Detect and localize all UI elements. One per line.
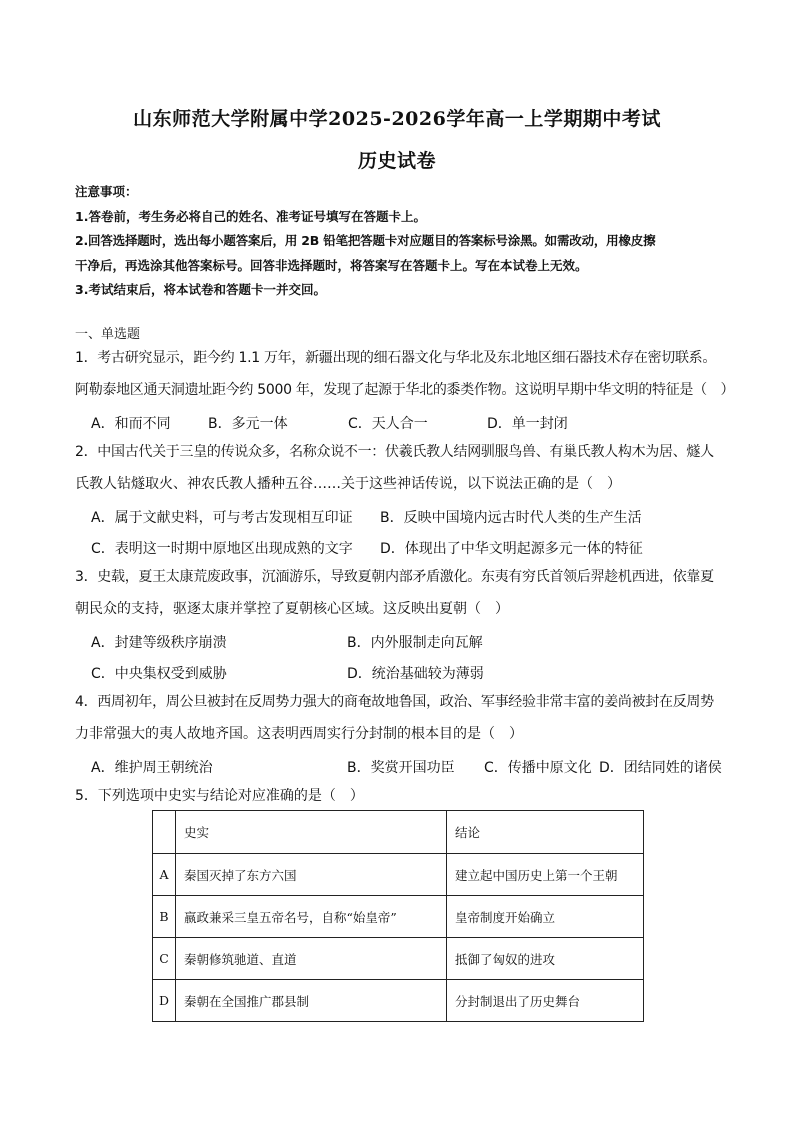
table-cell-conclusion: 分封制退出了历史舞台	[447, 980, 644, 1022]
option-b[interactable]: B．多元一体	[208, 416, 288, 432]
option-d[interactable]: D．单一封闭	[487, 416, 568, 432]
table-header-cell: 结论	[447, 811, 644, 854]
option-a[interactable]: A．属于文献史料，可与考古发现相互印证	[91, 510, 353, 526]
option-d[interactable]: D．体现出了中华文明起源多元一体的特征	[380, 541, 643, 557]
table-cell-option: A	[153, 854, 176, 896]
option-c[interactable]: C．表明这一时期中原地区出现成熟的文字	[91, 541, 353, 557]
table-cell-option: B	[153, 896, 176, 938]
table-row	[153, 938, 644, 980]
option-d[interactable]: D．统治基础较为薄弱	[347, 666, 484, 682]
option-a[interactable]: A．维护周王朝统治	[91, 760, 213, 776]
question-3-stem	[75, 562, 725, 625]
option-c[interactable]: C．天人合一	[348, 416, 428, 432]
question-text: 3．史载，夏王太康荒废政事，沉湎游乐，导致夏朝内部矛盾激化。东夷有穷氏首领后羿趁机西进，依靠夏	[75, 569, 714, 585]
option-c[interactable]: C．传播中原文化	[484, 760, 592, 776]
question-text: 朝民众的支持，驱逐太康并掌控了夏朝核心区域。这反映出夏朝（ ）	[75, 600, 509, 617]
question-text: 5．下列选项中史实与结论对应准确的是（ ）	[75, 788, 364, 804]
option-b[interactable]: B．反映中国境内远古时代人类的生产生活	[380, 510, 642, 526]
notice-line: 1.答卷前，考生务必将自己的姓名、准考证号填写在答题卡上。	[75, 208, 426, 224]
table-row	[153, 896, 644, 938]
option-b[interactable]: B．奖赏开国功臣	[347, 760, 455, 776]
table-cell-option: C	[153, 938, 176, 980]
question-text: 氏教人钻燧取火、神农氏教人播种五谷……关于这些神话传说，以下说法正确的是（ ）	[75, 475, 621, 492]
question-text: 1．考古研究显示，距今约 1.1 万年，新疆出现的细石器文化与华北及东北地区细石器技术存在密切联系。	[75, 350, 717, 366]
table-cell-conclusion: 建立起中国历史上第一个王朝	[447, 854, 644, 896]
question-5-stem	[75, 781, 725, 813]
question-1-stem	[75, 343, 735, 406]
option-a[interactable]: A．和而不同	[91, 416, 171, 432]
exam-title: 山东师范大学附属中学2025-2026学年高一上学期期中考试	[133, 108, 661, 130]
question-4-stem	[75, 687, 725, 750]
notice-line: 干净后，再选涂其他答案标号。回答非选择题时，将答案写在答题卡上。写在本试卷上无效。	[75, 257, 588, 273]
table-cell-fact: 秦国灭掉了东方六国	[176, 854, 447, 896]
table-row	[153, 980, 644, 1022]
option-b[interactable]: B．内外服制走向瓦解	[347, 635, 483, 651]
table-row	[153, 854, 644, 896]
table-cell-option: D	[153, 980, 176, 1022]
table-header-cell: 史实	[176, 811, 447, 854]
table-cell-conclusion: 皇帝制度开始确立	[447, 896, 644, 938]
question-text: 力非常强大的夷人故地齐国。这表明西周实行分封制的根本目的是（ ）	[75, 725, 523, 742]
question-text: 2．中国古代关于三皇的传说众多，名称众说不一：伏羲氏教人结网驯服鸟兽、有巢氏教人构木为居、燧人	[75, 444, 714, 460]
table-header-cell	[153, 811, 176, 854]
notice-line: 3.考试结束后，将本试卷和答题卡一并交回。	[75, 282, 326, 297]
question-2-stem	[75, 437, 725, 500]
table-cell-fact: 嬴政兼采三皇五帝名号，自称“始皇帝”	[176, 896, 447, 938]
table-cell-conclusion: 抵御了匈奴的进攻	[447, 938, 644, 980]
section-heading: 一、单选题	[75, 327, 141, 342]
table-cell-fact: 秦朝修筑驰道、直道	[176, 938, 447, 980]
table-header-row	[153, 811, 644, 854]
question-text: 阿勒泰地区通天洞遗址距今约 5000 年，发现了起源于华北的黍类作物。这说明早期中华文明的特征是（ ）	[75, 381, 735, 398]
notice-line: 2.回答选择题时，选出每小题答案后，用 2B 铅笔把答题卡对应题目的答案标号涂黑。如需改动，用橡皮擦	[75, 233, 656, 248]
question-5-table	[152, 810, 644, 1022]
exam-subtitle: 历史试卷	[357, 150, 436, 172]
option-a[interactable]: A．封建等级秩序崩溃	[91, 635, 227, 651]
table-cell-fact: 秦朝在全国推广郡县制	[176, 980, 447, 1022]
option-d[interactable]: D．团结同姓的诸侯	[599, 760, 722, 776]
notice-block	[75, 180, 725, 303]
question-text: 4．西周初年，周公旦被封在反周势力强大的商奄故地鲁国，政治、军事经验非常丰富的姜尚被封在反周势	[75, 694, 714, 710]
option-c[interactable]: C．中央集权受到威胁	[91, 666, 227, 682]
notice-heading: 注意事项：	[75, 184, 138, 199]
